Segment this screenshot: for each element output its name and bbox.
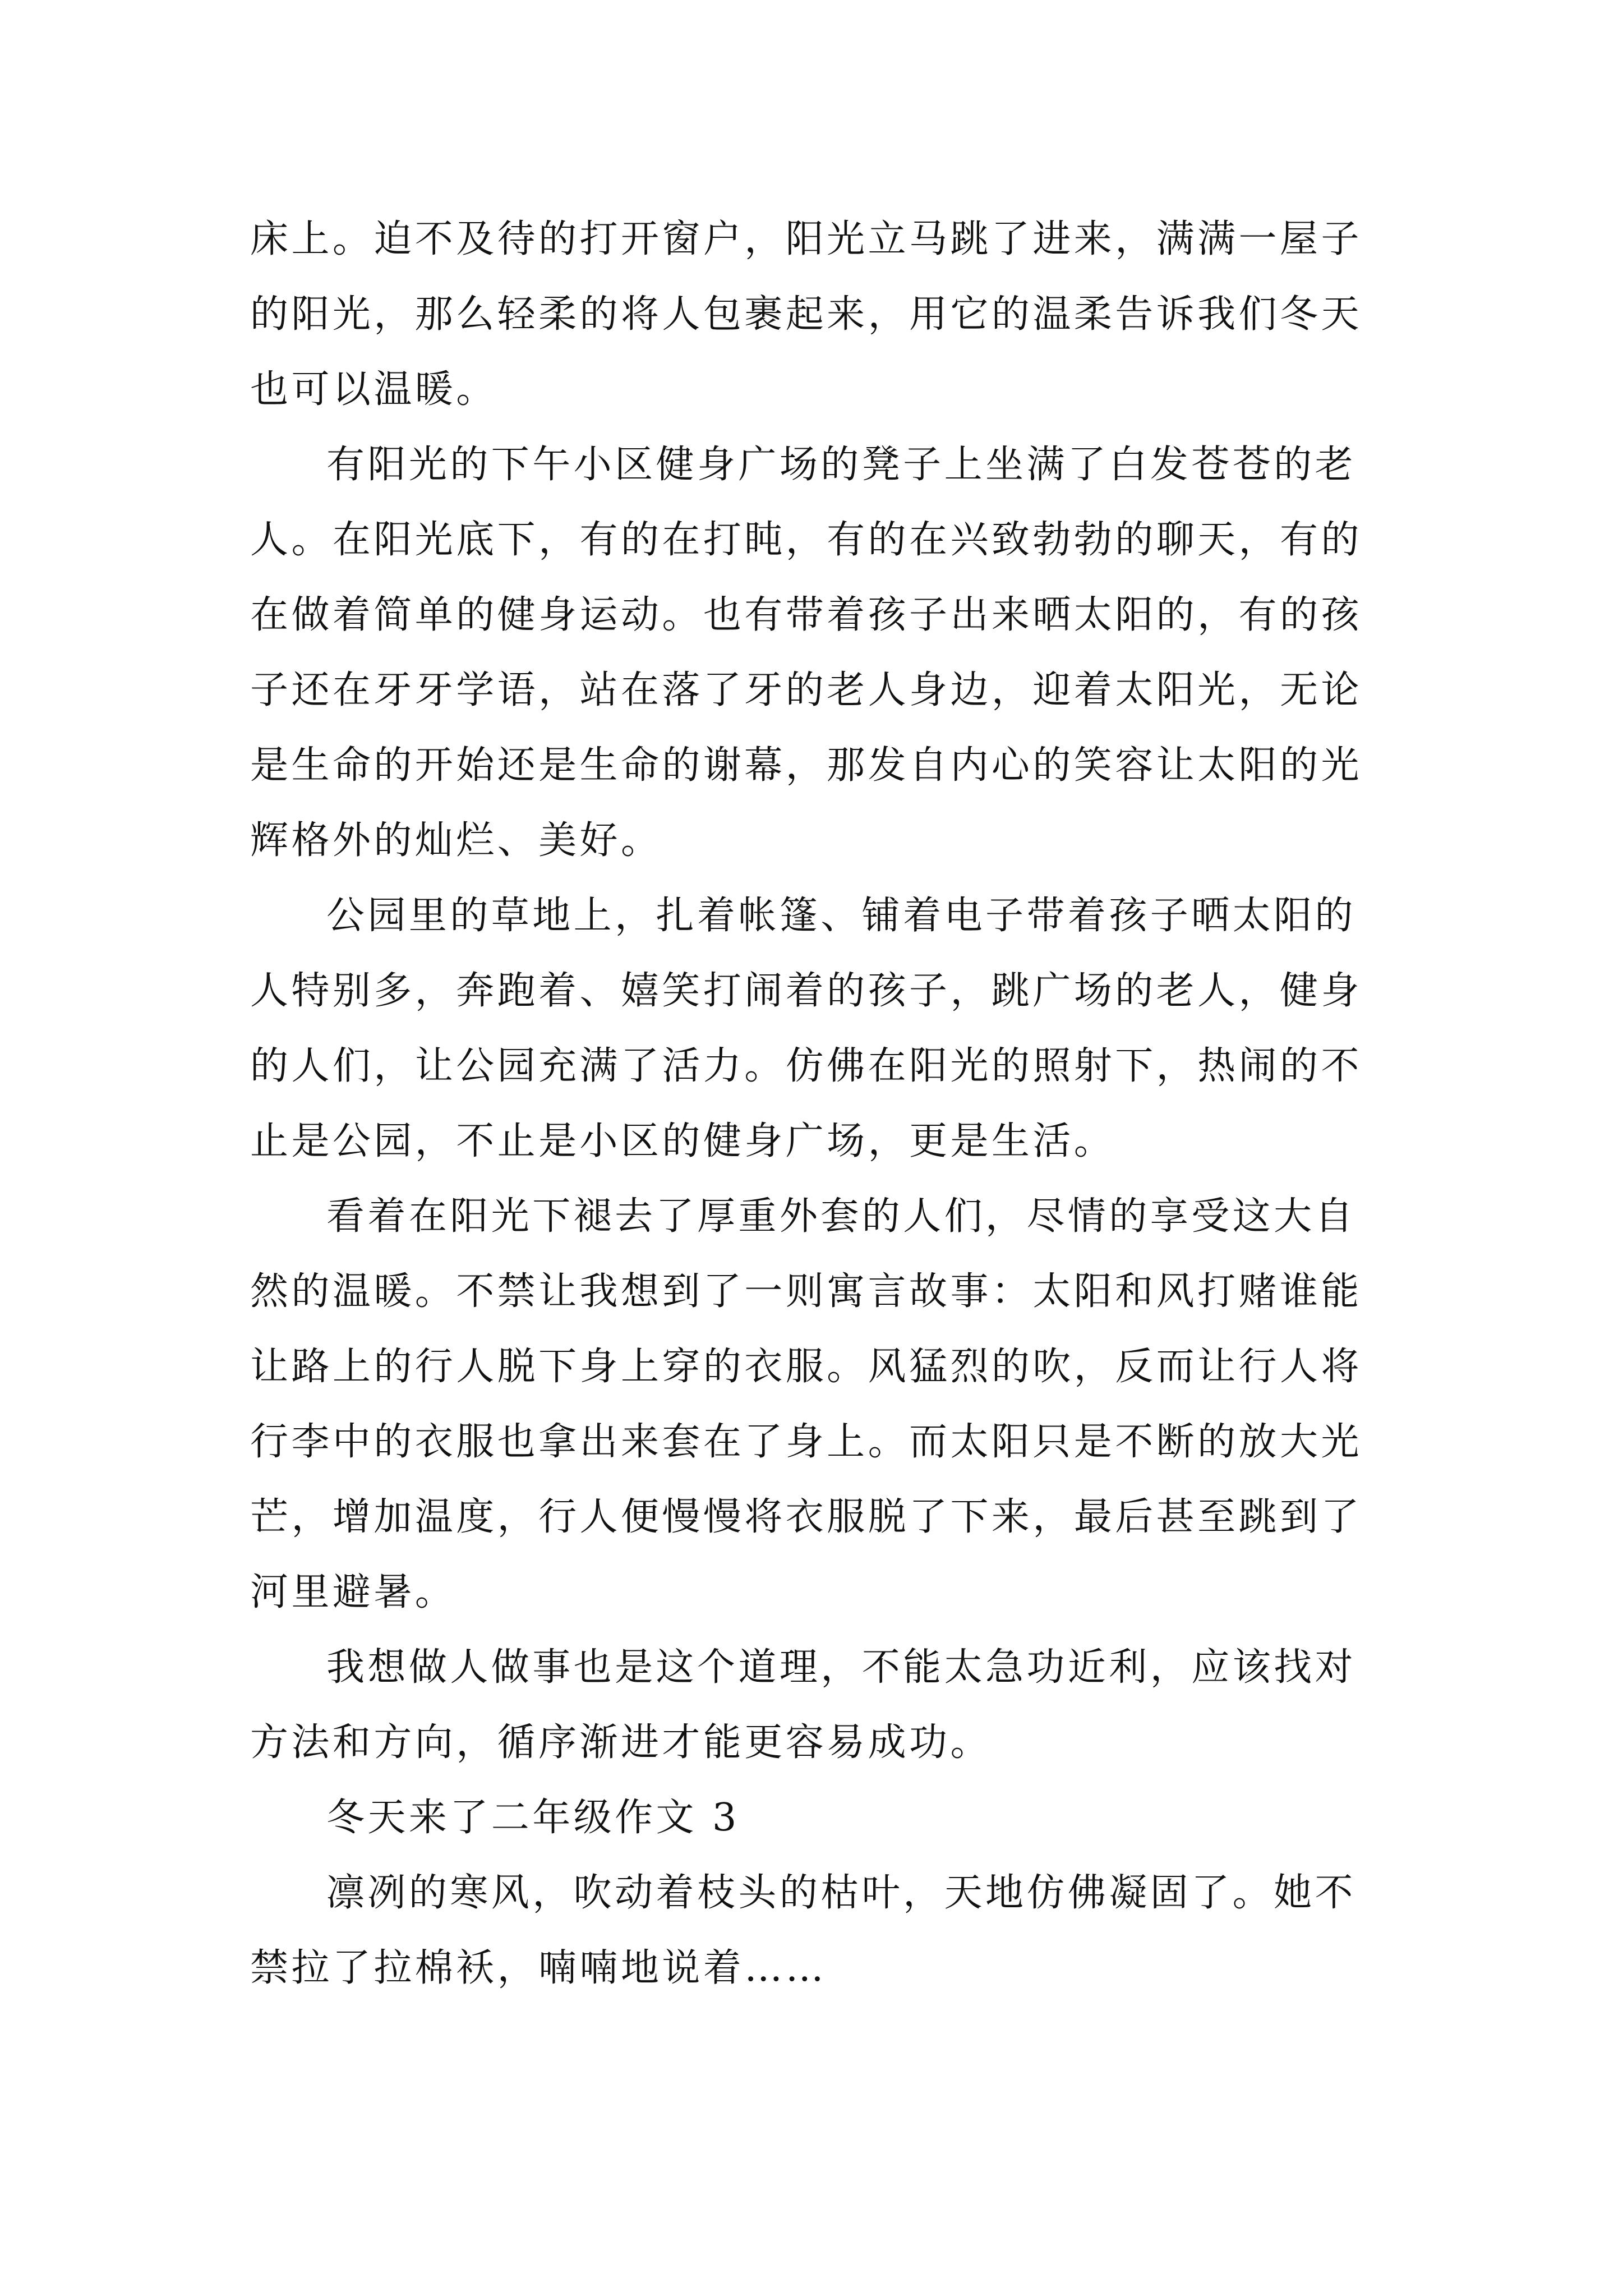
paragraph-reflection: 我想做人做事也是这个道理，不能太急功近利，应该找对方法和方向，循序渐进才能更容易成功。 (250, 1645, 1357, 1765)
paragraph-fable: 看着在阳光下褪去了厚重外套的人们，尽情的享受这大自然的温暖。不禁让我想到了一则寓言故事：太阳和风打赌谁能让路上的行人脱下身上穿的衣服。风猛烈的吹，反而让行人将行李中的衣服也拿出来套在了身上。而太阳只是不断的放大光芒，增加温度，行人便慢慢将衣服脱了下来，最后甚至跳到了河里避暑。 (250, 1194, 1362, 1614)
paragraph-park: 公园里的草地上，扎着帐篷、铺着电子带着孩子晒太阳的人特别多，奔跑着、嬉笑打闹着的孩子，跳广场的老人，健身的人们，让公园充满了活力。仿佛在阳光的照射下，热闹的不止是公园，不止是小区的健身广场，更是生活。 (250, 894, 1362, 1163)
paragraph-afternoon-square: 有阳光的下午小区健身广场的凳子上坐满了白发苍苍的老人。在阳光底下，有的在打盹，有的在兴致勃勃的聊天，有的在做着简单的健身运动。也有带着孩子出来晒太阳的，有的孩子还在牙牙学语，站在落了牙的老人身边，迎着太阳光，无论是生命的开始还是生命的谢幕，那发自内心的笑容让太阳的光辉格外的灿烂、美好。 (250, 443, 1362, 863)
paragraph-cold-wind: 凛冽的寒风，吹动着枝头的枯叶，天地仿佛凝固了。她不禁拉了拉棉袄，喃喃地说着…… (250, 1871, 1357, 1990)
essay-heading: 冬天来了二年级作文 3 (326, 1796, 740, 1840)
document-body (250, 202, 1377, 2006)
paragraph-continuation: 床上。迫不及待的打开窗户，阳光立马跳了进来，满满一屋子的阳光，那么轻柔的将人包裹起来，用它的温柔告诉我们冬天也可以温暖。 (250, 217, 1362, 412)
